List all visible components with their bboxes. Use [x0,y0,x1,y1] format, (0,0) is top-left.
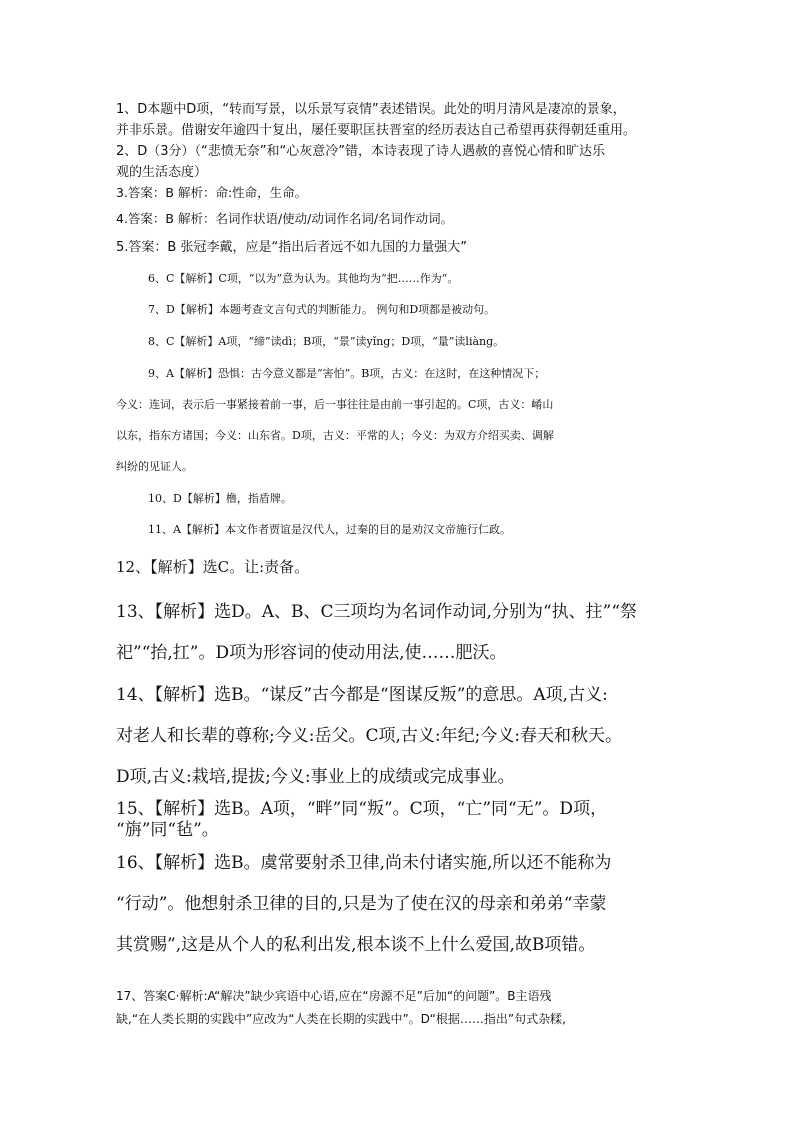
answer-16-line-1: 16、【解析】选B。虞常要射杀卫律,尚未付诸实施,所以还不能称为 [116,853,612,873]
answer-1-line-1: 1、D本题中D项，“转而写景，以乐景写哀情”表述错误。此处的明月清风是凄凉的景象， [116,102,626,117]
answer-12: 12、【解析】选C。让:责备。 [116,558,310,576]
answer-15-line-1: 15、【解析】选B。A项，“畔”同“叛”。C项，“亡”同“无”。D项， [116,799,608,819]
answer-2-line-2: 观的生活态度） [116,165,208,180]
answer-14-line-3: D项,古义:栽培,提拔;今义:事业上的成绩或完成事业。 [116,767,515,787]
answer-4: 4.答案：B 解析：名词作状语/使动/动词作名词/名词作动词。 [116,211,454,226]
answer-7: 7、D【解析】本题考查文言句式的判断能力。 例句和D项都是被动句。 [148,303,496,316]
answer-16-line-3: 其赏赐”,这是从个人的私利出发,根本谈不上什么爱国,故B项错。 [116,935,596,955]
answer-6: 6、C【解析】C项，“以为”意为认为。其他均为“把……作为”。 [148,272,459,285]
answer-17-line-2: 缺,“在人类长期的实践中”应改为“人类在长期的实践中”。D“根据……指出”句式杂糅, [116,1012,566,1026]
answer-3: 3.答案：B 解析：命:性命，生命。 [116,185,308,200]
answer-9-line-3: 以东，指东方诸国；今义：山东省。D项，古义：平常的人；今义：为双方介绍买卖、调解 [116,429,554,442]
answer-2-line-1: 2、D（3分）（“悲愤无奈”和“心灰意冷”错，本诗表现了诗人遇赦的喜悦心情和旷达乐 [116,144,605,159]
answer-9-line-2: 今义：连词，表示后一事紧接着前一事，后一事往往是由前一事引起的。C项，古义：崤山 [116,398,554,411]
answer-9-line-1: 9、A【解析】恐惧：古今意义都是“害怕”。B项，古义：在这时，在这种情况下； [148,367,546,380]
answer-15-line-2: “旃”同“毡”。 [116,820,219,840]
answer-1-line-2: 并非乐景。借谢安年逾四十复出，屡任要职匡扶晋室的经历表达自己希望再获得朝廷重用。 [116,123,637,138]
answer-9-line-4: 纠纷的见证人。 [116,460,193,473]
answer-14-line-2: 对老人和长辈的尊称;今义:岳父。C项,古义:年纪;今义:春天和秋天。 [116,726,623,746]
answer-10: 10、D【解析】橹，指盾牌。 [148,492,292,505]
answer-13-line-2: 祀”“抬,扛”。D项为形容词的使动用法,使……肥沃。 [116,643,507,663]
answer-16-line-2: “行动”。他想射杀卫律的目的,只是为了使在汉的母亲和弟弟“幸蒙 [116,894,607,914]
answer-8: 8、C【解析】A项，“缔”读dì；B项，“景”读yǐng；D项，“量”读liàng。 [148,335,505,348]
answer-5: 5.答案：B 张冠李戴，应是“指出后者远不如九国的力量强大” [116,240,467,255]
answer-13-line-1: 13、【解析】选D。A、B、C三项均为名词作动词,分别为“执、拄”“祭 [116,602,638,622]
answer-17-line-1: 17、答案C·解析:A“解决”缺少宾语中心语,应在“房源不足”后加“的问题”。B主语残 [116,989,552,1003]
answer-11: 11、A【解析】本文作者贾谊是汉代人，过秦的目的是劝汉文帝施行仁政。 [148,523,511,536]
answer-14-line-1: 14、【解析】选B。“谋反”古今都是“图谋反叛”的意思。A项,古义: [116,685,608,705]
